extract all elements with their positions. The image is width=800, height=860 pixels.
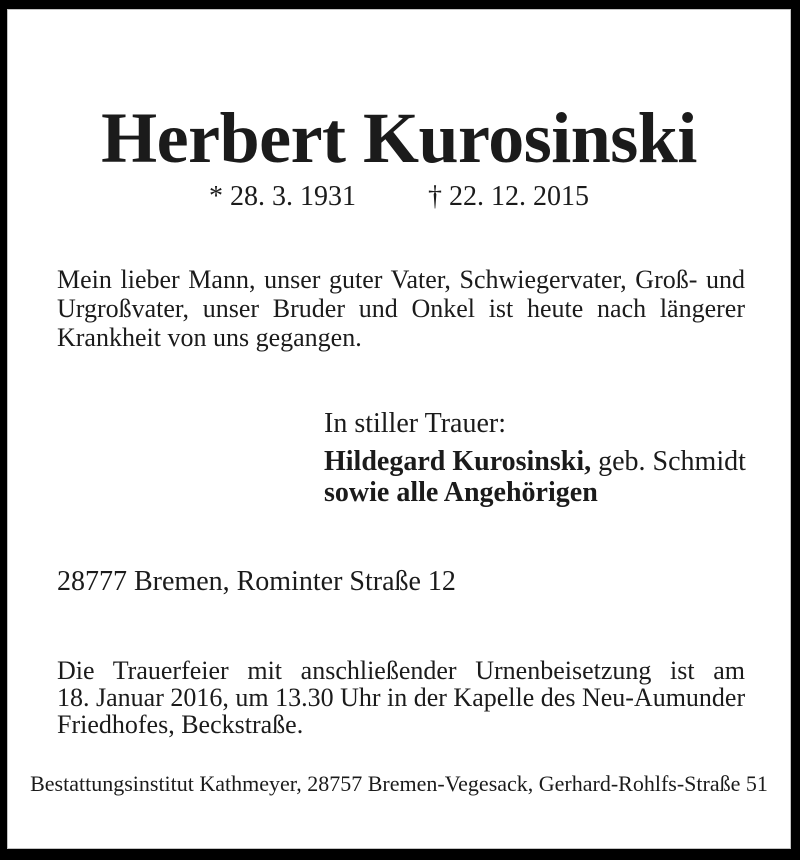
announcement-paragraph xyxy=(57,265,745,352)
mourning-intro: In stiller Trauer: xyxy=(324,408,506,439)
chief-mourner-name: Hildegard Kurosinski, xyxy=(324,446,592,477)
obituary-sheet xyxy=(8,10,790,848)
funeral-line-1: Die Trauerfeier mit anschließender Urnenbeisetzung ist am xyxy=(57,656,745,685)
announcement-line-1: Mein lieber Mann, unser guter Vater, Schwiegervater, Groß- und xyxy=(57,265,745,294)
deceased-name: Herbert Kurosinski xyxy=(101,98,697,178)
funeral-line-2: 18. Januar 2016, um 13.30 Uhr in der Kapelle des Neu-Aumunder xyxy=(57,683,746,712)
birth-date: * 28. 3. 1931 xyxy=(209,181,356,212)
other-mourners-line: sowie alle Angehörigen xyxy=(324,477,598,508)
announcement-line-3: Krankheit von uns gegangen. xyxy=(57,323,362,352)
mourning-block xyxy=(324,408,746,508)
announcement-line-2: Urgroßvater, unser Bruder und Onkel ist heute nach längerer xyxy=(57,294,745,323)
chief-mourner-maiden-name: geb. Schmidt xyxy=(591,446,746,477)
funeral-paragraph xyxy=(57,657,745,738)
death-date: † 22. 12. 2015 xyxy=(428,181,589,212)
address-line: 28777 Bremen, Rominter Straße 12 xyxy=(57,566,456,597)
funeral-line-3: Friedhofes, Beckstraße. xyxy=(57,710,304,739)
funeral-home-line: Bestattungsinstitut Kathmeyer, 28757 Bremen-Vegesack, Gerhard-Rohlfs-Straße 51 xyxy=(30,771,768,796)
chief-mourner-line xyxy=(324,446,746,477)
life-dates xyxy=(8,181,790,213)
mourners-names xyxy=(324,446,746,508)
